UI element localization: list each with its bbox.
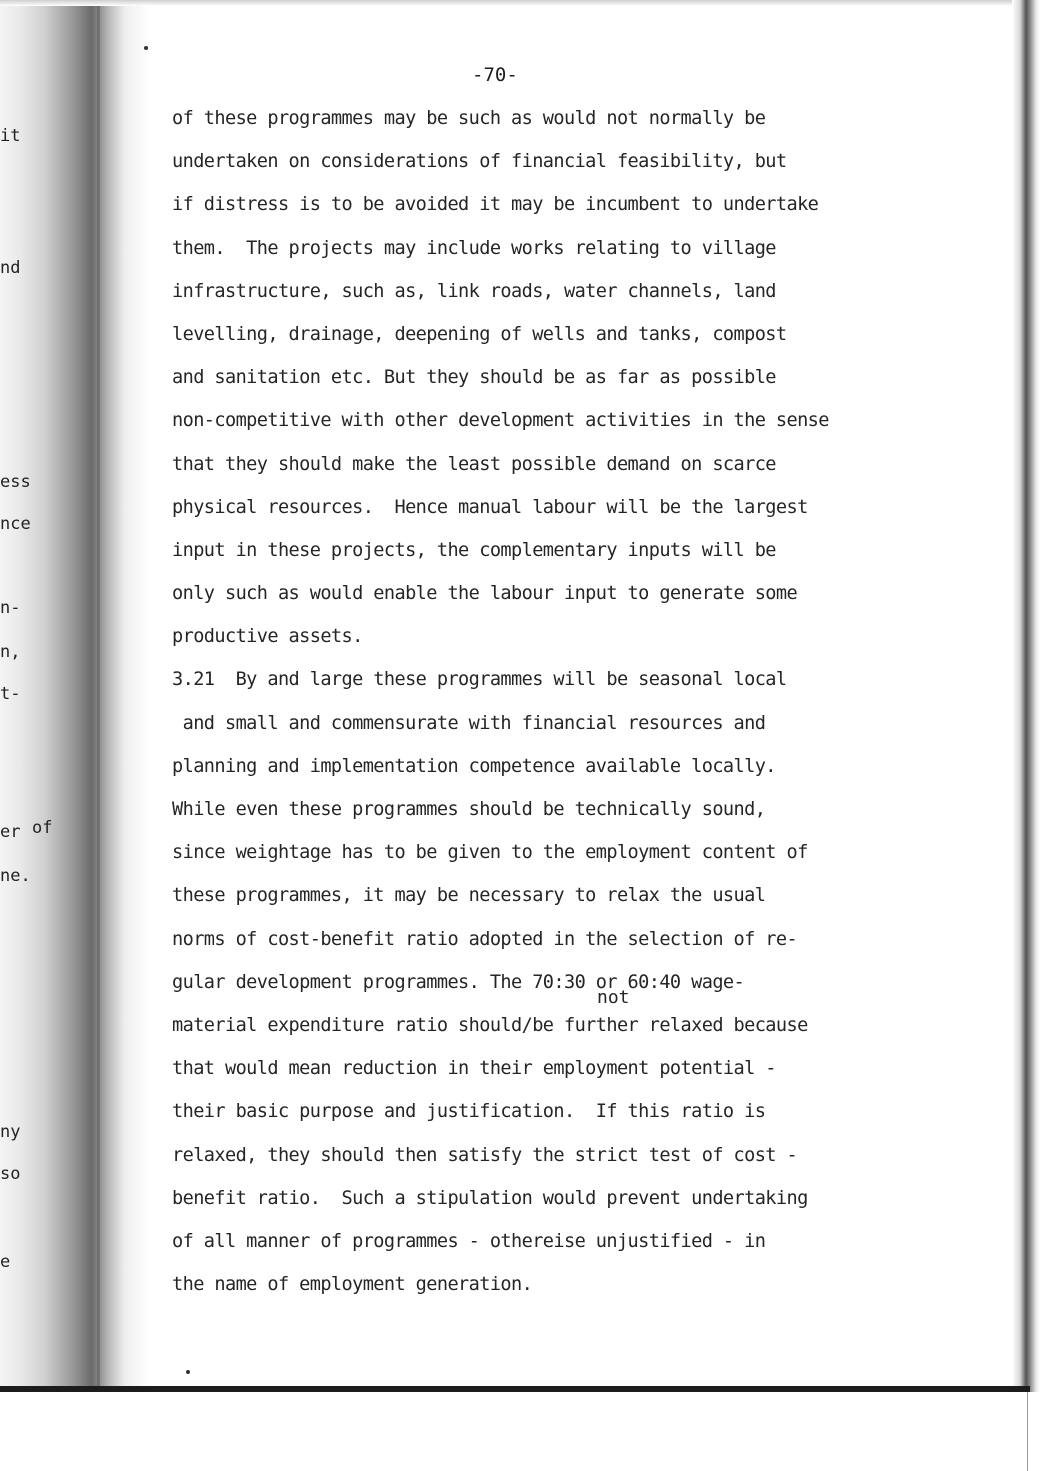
handwritten-insertion: not <box>597 987 630 1008</box>
text-line: levelling, drainage, deepening of wells and tanks, compost <box>172 323 787 345</box>
text-line: infrastructure, such as, link roads, water channels, land <box>172 280 776 302</box>
facing-page-fragment: n- <box>0 598 21 618</box>
scan-speck <box>186 1370 190 1374</box>
text-line: and small and commensurate with financial resources and <box>172 712 766 734</box>
scan-background <box>0 1392 1040 1471</box>
facing-page-fragment: of <box>32 818 53 838</box>
text-line: planning and implementation competence available locally. <box>172 755 776 777</box>
text-line: the name of employment generation. <box>172 1274 533 1296</box>
text-line: input in these projects, the complementary inputs will be <box>172 539 776 561</box>
text-line: gular development programmes. The 70:30 or 60:40 wage- <box>172 971 745 993</box>
text-line: them. The projects may include works relating to village <box>172 237 776 259</box>
text-line: physical resources. Hence manual labour will be the largest <box>172 496 808 518</box>
facing-page-fragment: nce <box>0 514 31 534</box>
text-line: that would mean reduction in their employment potential - <box>172 1058 776 1080</box>
body-text <box>172 104 972 1313</box>
text-line: While even these programmes should be technically sound, <box>172 799 766 820</box>
text-line: non-competitive with other development activities in the sense <box>172 410 829 432</box>
text-line: undertaken on considerations of financial feasibility, but <box>172 151 787 173</box>
text-line: material expenditure ratio should/be further relaxed because <box>172 1014 808 1036</box>
facing-page-fragments <box>0 0 70 1390</box>
text-line: these programmes, it may be necessary to relax the usual <box>172 885 766 907</box>
text-line: and sanitation etc. But they should be as far as possible <box>172 367 776 389</box>
facing-page-fragment: nd <box>0 258 21 278</box>
facing-page-fragment: n, <box>0 642 21 662</box>
text-line: norms of cost-benefit ratio adopted in the selection of re- <box>172 928 798 950</box>
facing-page-fragment: ess <box>0 472 31 492</box>
facing-page-fragment: e <box>0 1252 11 1272</box>
text-line: 3.21 By and large these programmes will be seasonal local <box>172 669 787 691</box>
page-number: -70- <box>472 64 518 86</box>
text-line: productive assets. <box>172 626 363 648</box>
facing-page-fragment: ny <box>0 1122 21 1142</box>
facing-page-fragment: so <box>0 1164 21 1184</box>
text-line: that they should make the least possible demand on scarce <box>172 453 776 475</box>
facing-page-fragment: it <box>0 126 21 146</box>
facing-page-fragment: ne. <box>0 866 31 886</box>
text-line: if distress is to be avoided it may be incumbent to undertake <box>172 194 819 216</box>
scan-edge-line <box>1027 1392 1028 1471</box>
text-line: benefit ratio. Such a stipulation would prevent undertaking <box>172 1187 808 1209</box>
gutter-fold <box>97 0 100 1390</box>
facing-page-fragment: t- <box>0 684 21 704</box>
text-line: relaxed, they should then satisfy the strict test of cost - <box>172 1144 798 1166</box>
text-line: only such as would enable the labour input to generate some <box>172 583 798 605</box>
facing-page-fragment: er <box>0 822 21 842</box>
text-line: of all manner of programmes - othereise unjustified - in <box>172 1230 766 1252</box>
top-page-edge <box>0 0 1040 6</box>
text-line: since weightage has to be given to the employment content of <box>172 842 808 864</box>
text-line: their basic purpose and justification. If this ratio is <box>172 1101 766 1123</box>
scan-speck <box>144 46 148 50</box>
text-line: of these programmes may be such as would not normally be <box>172 108 766 129</box>
right-page-edge <box>1012 0 1040 1392</box>
